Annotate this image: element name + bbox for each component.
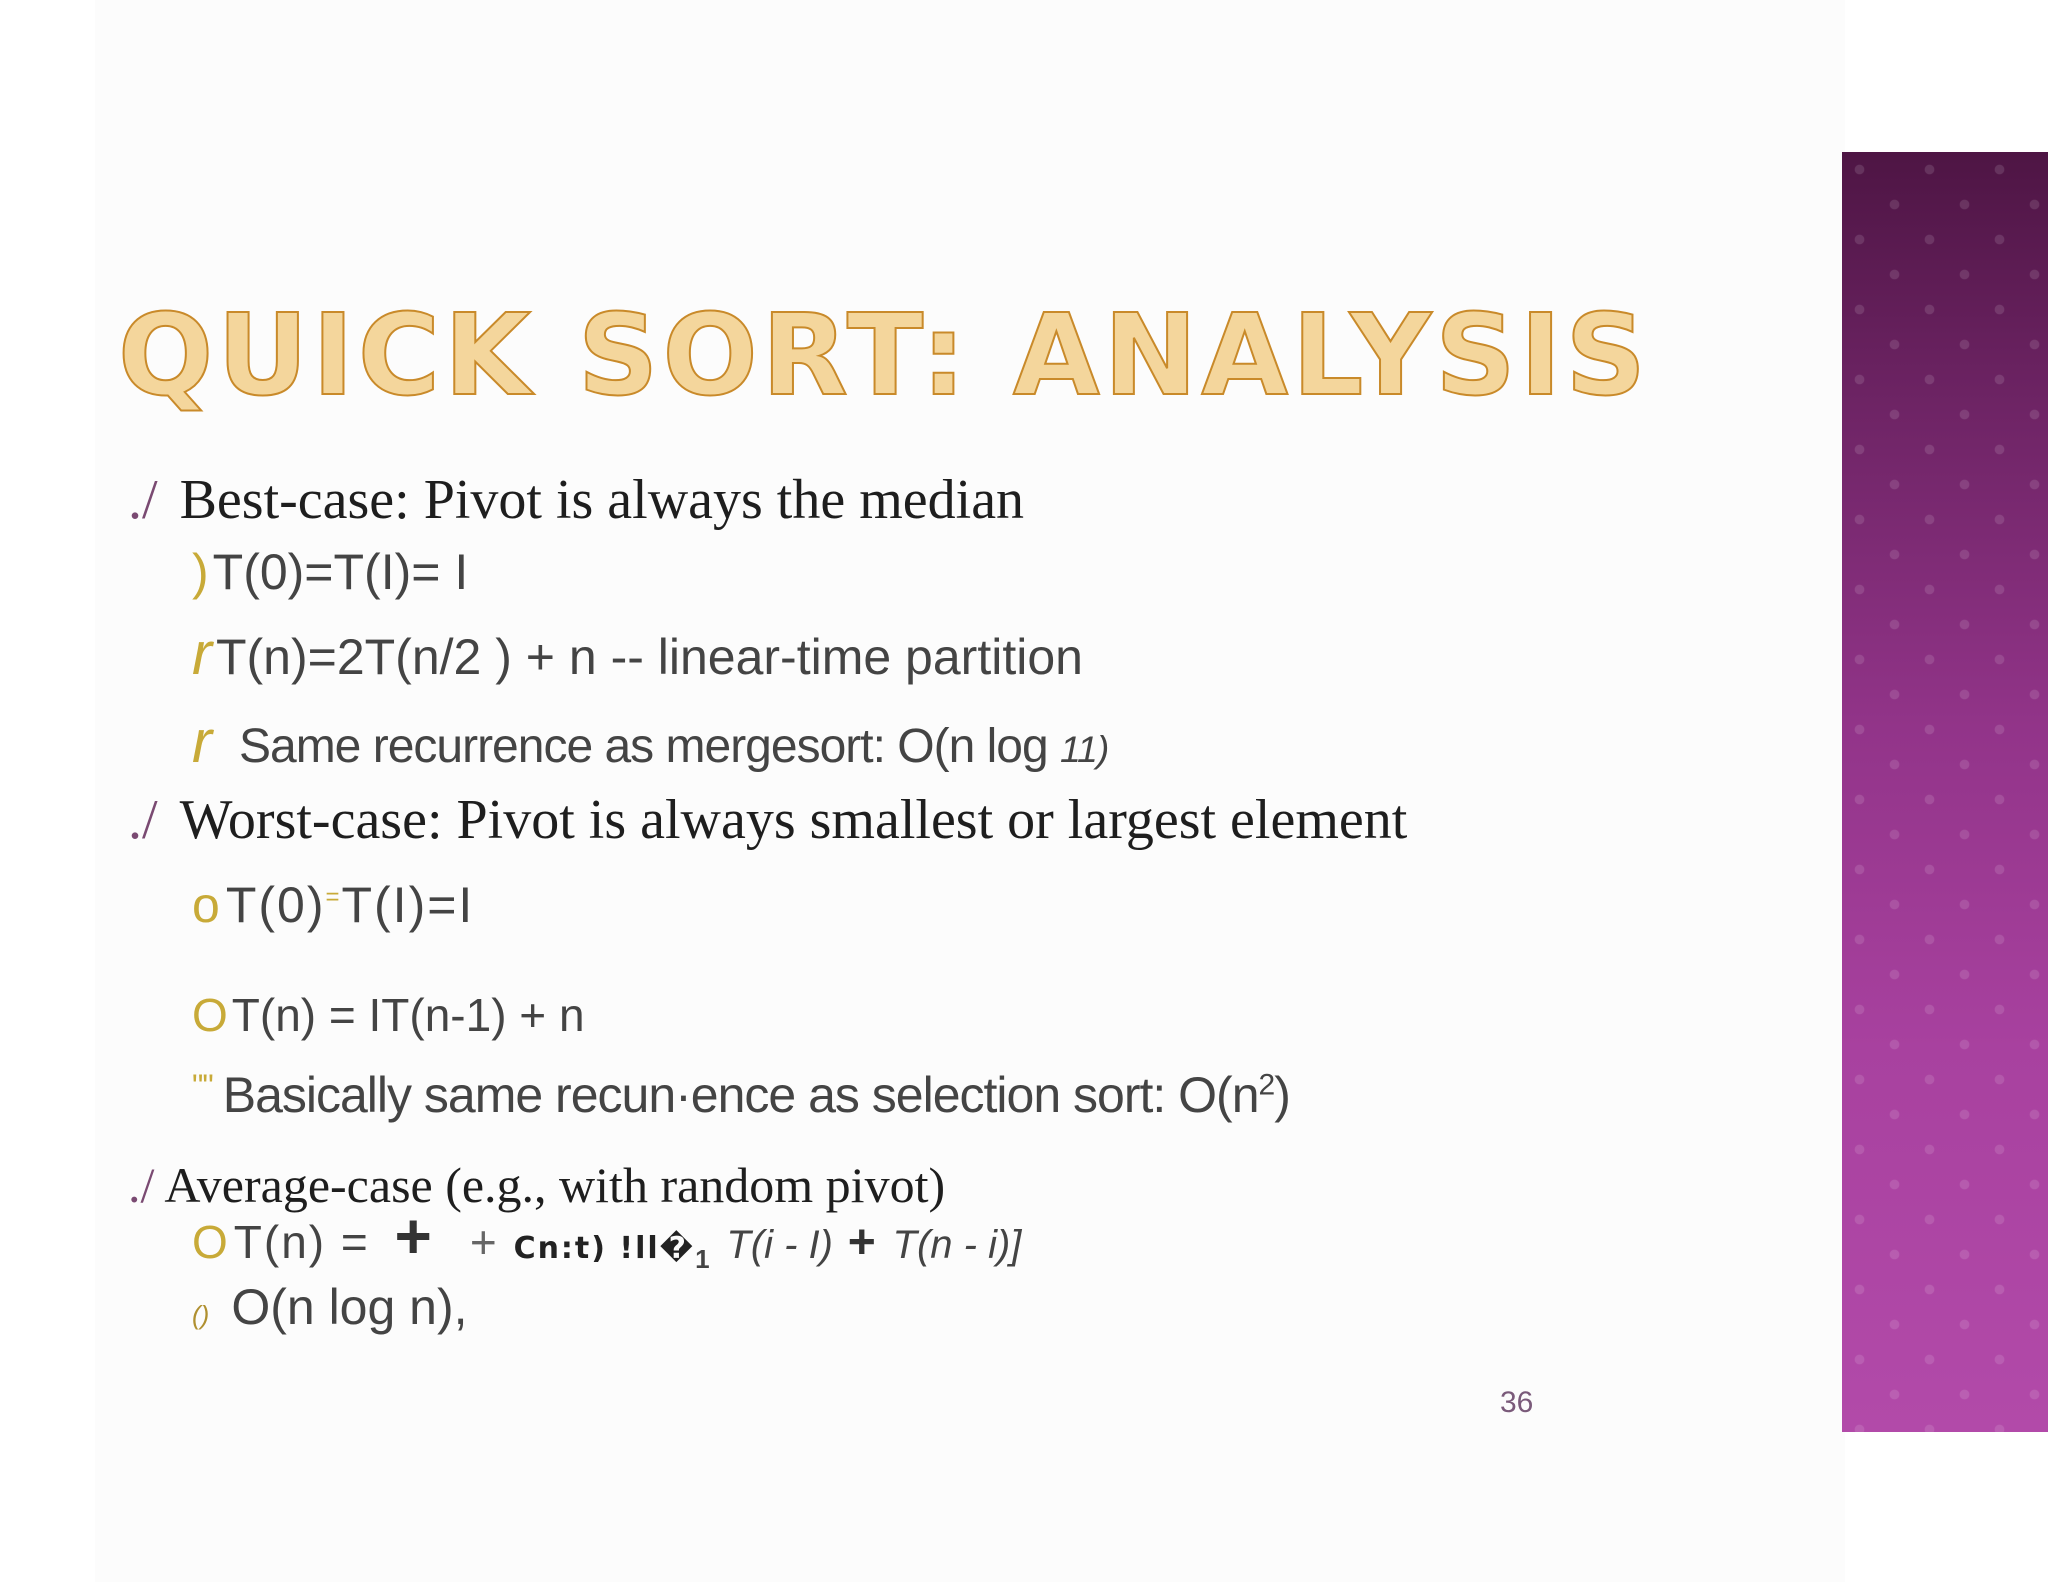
sub-bullet-icon: O <box>192 989 228 1041</box>
plus-symbol: + <box>847 1216 878 1269</box>
worst-case-item-1-text-b: T(I)=I <box>341 877 475 933</box>
average-case-lhs: T(n) = <box>233 1216 370 1268</box>
average-case-sub: 1 <box>695 1244 712 1275</box>
average-case-term-1: T(i - I) <box>726 1223 833 1267</box>
worst-case-item-1-text-a: T(0) <box>225 877 326 933</box>
average-case-heading: Average-case (e.g., with random pivot) <box>164 1157 946 1213</box>
average-case-term-2: T(n - i)] <box>892 1223 1022 1267</box>
worst-case-item-3-text: Basically same recun·ence as selection sort: O(n <box>222 1067 1259 1123</box>
average-case-item-1 <box>192 1200 1022 1275</box>
worst-case-item-3-close: ) <box>1274 1067 1290 1123</box>
worst-case-item-3 <box>192 1067 1290 1123</box>
slide-title: QUICK SORT: ANALYSIS <box>118 291 1651 421</box>
worst-case-item-2 <box>192 989 585 1041</box>
best-case-item-1-text: T(0)=T(I)= I <box>212 544 469 600</box>
plus-symbol: + <box>394 1200 434 1272</box>
sub-bullet-icon: () <box>192 1300 210 1330</box>
sub-bullet-icon: r <box>192 620 212 687</box>
sidebar-pattern <box>1842 152 2048 1432</box>
plus-symbol: + <box>469 1216 499 1268</box>
worst-case-item-3-sup: 2 <box>1258 1068 1275 1102</box>
average-case-item-2-text: O(n log n), <box>231 1279 468 1335</box>
average-case-bullet-row <box>128 1157 946 1213</box>
best-case-bullet-row <box>128 469 1025 531</box>
worst-case-item-1 <box>192 877 475 933</box>
best-case-item-2 <box>192 620 1083 687</box>
sub-bullet-icon: r <box>192 708 211 775</box>
best-case-item-1 <box>192 544 469 600</box>
check-bullet-icon: ./ <box>128 1157 155 1213</box>
check-bullet-icon: ./ <box>128 789 158 851</box>
best-case-item-3-text: Same recurrence as mergesort: O(n log <box>238 720 1048 773</box>
worst-case-heading: Worst-case: Pivot is always smallest or largest element <box>179 789 1408 851</box>
sub-bullet-icon: O <box>192 1216 230 1268</box>
average-case-item-2 <box>192 1279 468 1335</box>
average-case-garbled: Cn:t) !ll� <box>513 1231 696 1266</box>
sub-bullet-icon: ) <box>192 544 209 600</box>
best-case-item-3-note: 11) <box>1060 728 1109 770</box>
best-case-item-2-text: T(n)=2T(n/2 ) + n -- linear-time partition <box>215 629 1083 685</box>
worst-case-item-1-sep: = <box>325 883 342 911</box>
worst-case-item-2-text: T(n) = IT(n-1) + n <box>231 989 585 1041</box>
check-bullet-icon: ./ <box>128 469 158 531</box>
sub-bullet-icon: o <box>192 877 222 933</box>
page-number: 36 <box>1500 1386 1534 1419</box>
best-case-item-3 <box>192 708 1109 775</box>
decorative-sidebar <box>1842 152 2048 1432</box>
worst-case-bullet-row <box>128 789 1408 851</box>
best-case-heading: Best-case: Pivot is always the median <box>179 469 1025 531</box>
sub-bullet-icon: "" <box>192 1068 213 1104</box>
